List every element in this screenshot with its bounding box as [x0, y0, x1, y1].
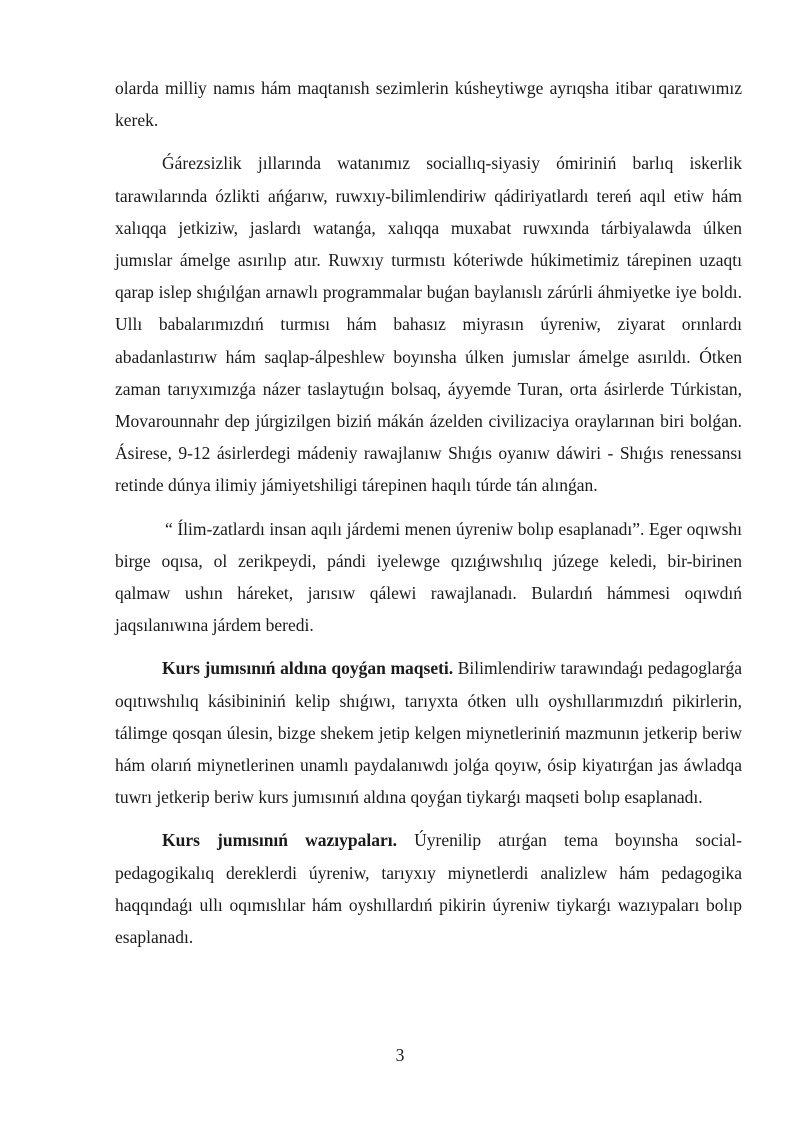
paragraph-text: “ Ílim-zatlardı insan aqılı járdemi menen úyreniw bolıp esaplanadı”. Eger oqıwshı birge oqısa, ol zerikpeydi, pándi iyelewge qızıǵıwshılıq júzege keledi, bir-birinen qalmaw ushın háreket, jarısıw qálewi rawajlanadı. Bulardıń hámmesi oqıwdıń jaqsılanıwına járdem beredi.: [115, 518, 742, 636]
paragraph-text: Bilimlendiriw tarawındaǵı pedagoglarǵa oqıtıwshılıq kásibininiń kelip shıǵıwı, tarıyxta ótken ullı oyshıllarımızdıń pikirlerin, tálimge qosqan úlesin, bizge shekem jetip kelgen miynetleriniń mazmunın jetkerip beriw hám olarıń miynetlerinen unamlı paydalanıwdı jolǵa qoyıw, ósip kiyatırǵan jas áwladqa tuwrı jetkerip beriw kurs jumısınıń aldına qoyǵan tiykarǵı maqseti bolıp esaplanadı.: [115, 658, 742, 808]
paragraph-heading-goal: Kurs jumısınıń aldına qoyǵan maqseti.: [162, 658, 454, 679]
paragraph-heading-tasks: Kurs jumısınıń wazıypaları.: [162, 830, 397, 851]
paragraph-independence-years: [115, 147, 742, 501]
paragraph-text: olarda milliy namıs hám maqtanısh sezimlerin kúsheytiwge ayrıqsha itibar qaratıwımız kerek.: [115, 78, 742, 131]
document-body: [115, 72, 742, 964]
paragraph-quote: [115, 513, 742, 642]
paragraph-text: Ǵárezsizlik jıllarında watanımız sociallıq-siyasiy ómiriniń barlıq iskerlik tarawılarında ózlikti ańǵarıw, ruwxıy-bilimlendiriw qádiriyatlardı tereń aqıl etiw hám xalıqqa jetkiziw, jaslardı watanǵa, xalıqqa muxabat ruwxında tárbiyalawda úlken jumıslar ámelge asırılıp atır. Ruwxıy turmıstı kóteriwde húkimetimiz tárepinen uzaqtı qarap islep shıǵılǵan arnawlı programmalar buǵan baylanıslı zárúrli áhmiyetke iye boldı. Ullı babalarımızdıń turmısı hám bahasız miyrasın úyreniw, ziyarat orınlardı abadanlastırıw hám saqlap-álpeshlew boyınsha úlken jumıslar ámelge asırıldı. Ótken zaman tarıyxımızǵa názer taslaytuǵın bolsaq, áyyemde Turan, orta ásirlerde Túrkistan, Movarounnahr dep júrgizilgen biziń mákán ázelden civilizaciya oraylarınan biri bolǵan. Ásirese, 9-12 ásirlerdegi mádeniy rawajlanıw Shıǵıs oyanıw dáwiri - Shıǵıs renessansı retinde dúnya ilimiy jámiyetshiligi tárepinen haqılı túrde tán alınǵan.: [115, 153, 742, 496]
page-number: 3: [395, 1045, 405, 1065]
paragraph-text: Úyrenilip atırǵan tema boyınsha social-pedagogikalıq dereklerdi úyreniw, tarıyxıy miynetlerdi analizlew hám pedagogika haqqındaǵı ullı oqımıslılar hám oyshıllardıń pikirin úyreniw tiykarǵı wazıypaları bolıp esaplanadı.: [115, 830, 742, 948]
paragraph-continuation: [115, 72, 742, 136]
paragraph-course-goal: [115, 652, 742, 813]
paragraph-course-tasks: [115, 824, 742, 953]
